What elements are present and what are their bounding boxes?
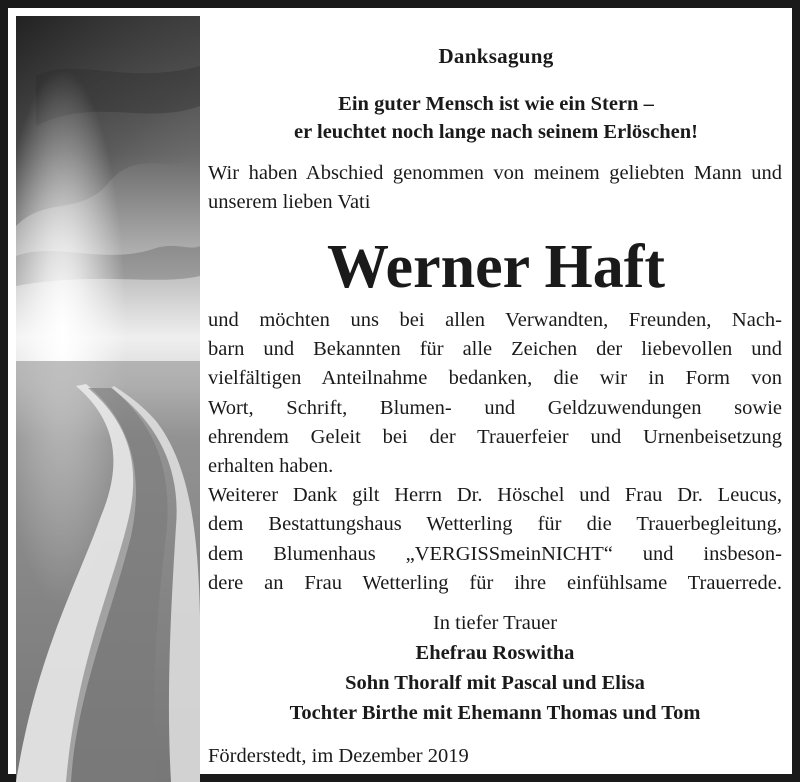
signature-block [208, 608, 782, 728]
text-line: barn und Bekannten für alle Zeichen der liebevollen und [208, 338, 782, 361]
text-line: und möchten uns bei allen Verwandten, Freunden, Nach- [208, 309, 782, 331]
thanks-text [208, 306, 782, 598]
text-line: ehrendem Geleit bei der Trauerfeier und Urnenbeisetzung [208, 425, 782, 448]
sunset-path-photo-icon [16, 16, 200, 782]
deceased-name: Werner Haft [326, 233, 666, 301]
notice-content [208, 16, 784, 782]
signature-name: Tochter Birthe mit Ehemann Thomas und Tom [289, 702, 701, 724]
signature-name: Sohn Thoralf mit Pascal und Elisa [345, 672, 645, 694]
quote-line: Ein guter Mensch ist wie ein Stern – [338, 93, 654, 115]
text-line: Wort, Schrift, Blumen- und Geldzuwendungen sowie [208, 396, 782, 419]
notice-heading: Danksagung [438, 44, 554, 68]
text-line: dem Blumenhaus „VERGISSmeinNICHT“ und insbeson- [208, 542, 782, 565]
text-line: dere an Frau Wetterling für ihre einfühlsame Trauerrede. [208, 571, 782, 594]
intro-text: Wir haben Abschied genommen von meinem geliebten Mann und unserem lieben Vati [208, 162, 782, 213]
signature-intro: In tiefer Trauer [432, 612, 558, 634]
text-line: erhalten haben. [208, 455, 334, 478]
place-date: Förderstedt, im Dezember 2019 [208, 745, 469, 767]
quote [208, 90, 784, 146]
quote-line: er leuchtet noch lange nach seinem Erlöschen! [294, 121, 698, 143]
text-line: dem Bestattungshaus Wetterling für die Trauerbegleitung, [208, 513, 782, 536]
signature-name: Ehefrau Roswitha [415, 642, 575, 664]
text-line: vielfältigen Anteilnahme bedanken, die wir in Form von [208, 367, 782, 390]
text-line: Weiterer Dank gilt Herrn Dr. Höschel und Frau Dr. Leucus, [208, 484, 782, 507]
